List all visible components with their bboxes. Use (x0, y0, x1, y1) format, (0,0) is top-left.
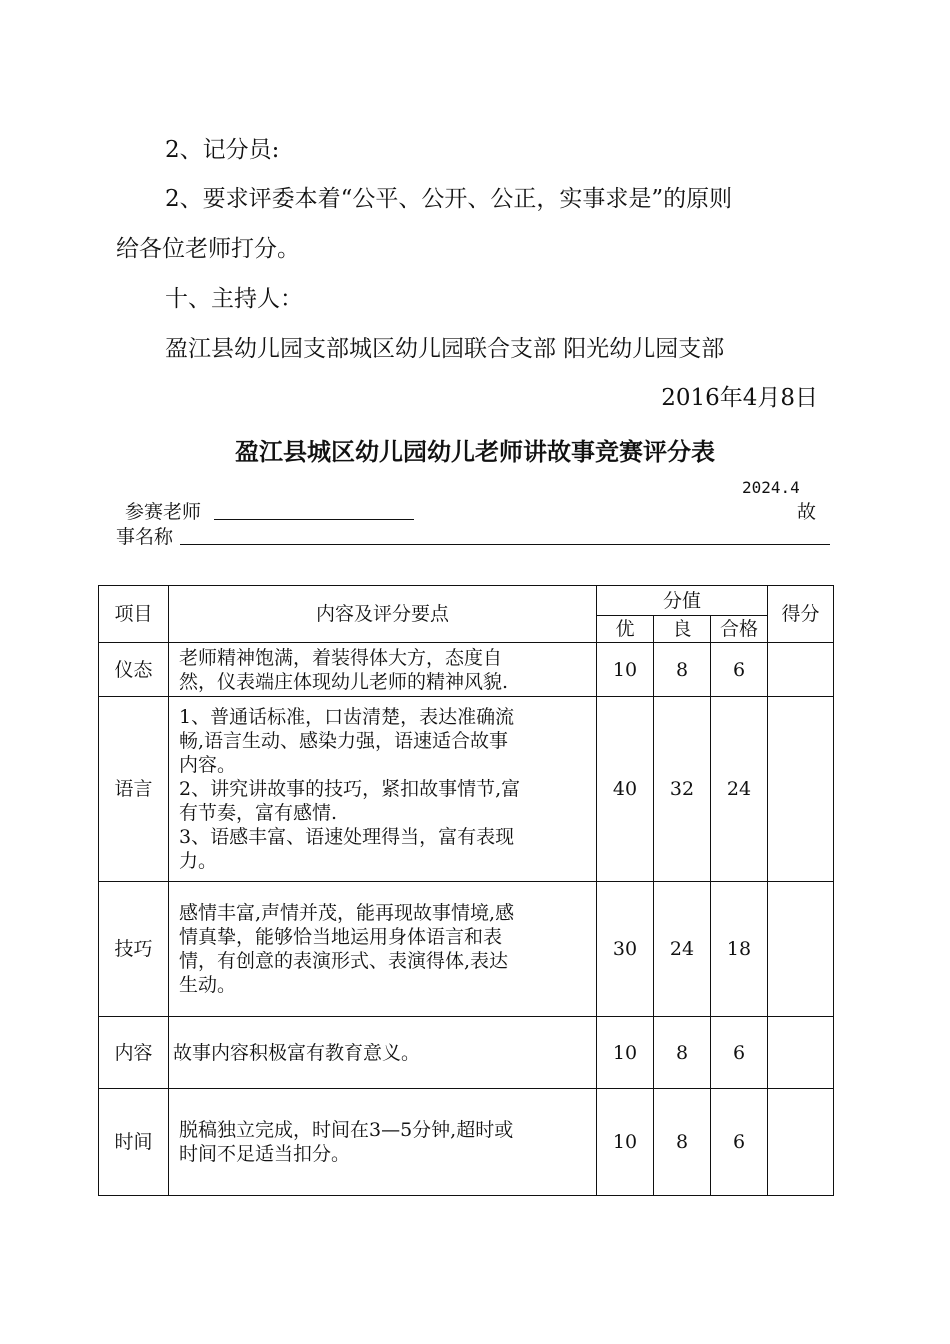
score-cell[interactable] (768, 1017, 834, 1089)
row-content (169, 1089, 597, 1196)
score-pass: 6 (711, 1017, 768, 1089)
header-excellent: 优 (597, 616, 654, 643)
participant-label: 参赛老师 (125, 501, 202, 523)
score-excellent: 40 (597, 697, 654, 882)
table-row (99, 643, 834, 697)
header-pass: 合格 (711, 616, 768, 643)
score-cell[interactable] (768, 1089, 834, 1196)
score-good: 8 (654, 643, 711, 697)
score-pass: 6 (711, 1089, 768, 1196)
score-excellent: 10 (597, 1089, 654, 1196)
paragraph-scorekeeper: 2、记分员: (165, 137, 280, 163)
content-line: 老师精神饱满，着装得体大方，态度自 (179, 646, 503, 669)
content-line: 情真挚，能够恰当地运用身体语言和表 (179, 926, 503, 948)
row-item: 技巧 (99, 882, 169, 1017)
score-table (98, 585, 834, 1196)
score-pass: 6 (711, 643, 768, 697)
header-item: 项目 (99, 586, 169, 643)
table-row (99, 697, 834, 882)
score-excellent: 10 (597, 1017, 654, 1089)
content-line: 1、普通话标准，口齿清楚，表达准确流 (179, 706, 515, 728)
row-item: 仪态 (99, 643, 169, 697)
score-good: 8 (654, 1089, 711, 1196)
score-excellent: 10 (597, 643, 654, 697)
score-cell[interactable] (768, 697, 834, 882)
paragraph-principle-line1: 2、要求评委本着“公平、公开、公正，实事求是”的原则 (165, 186, 733, 212)
row-content (169, 697, 597, 882)
content-line: 畅,语言生动、感染力强，语速适合故事 (179, 730, 509, 752)
content-line: 情，有创意的表演形式、表演得体,表达 (179, 950, 509, 972)
row-item: 内容 (99, 1017, 169, 1089)
table-row (99, 882, 834, 1017)
form-date: 2024.4 (742, 478, 800, 497)
paragraph-host-units: 盈江县幼儿园支部城区幼儿园联合支部 阳光幼儿园支部 (165, 336, 725, 362)
score-good: 8 (654, 1017, 711, 1089)
row-content (169, 1017, 597, 1089)
table-row (99, 1089, 834, 1196)
paragraph-principle-line2: 给各位老师打分。 (116, 236, 300, 262)
story-name-blank[interactable] (180, 544, 830, 545)
table-row (99, 1017, 834, 1089)
header-content: 内容及评分要点 (169, 586, 597, 643)
content-line: 感情丰富,声情并茂，能再现故事情境,感 (179, 902, 515, 924)
score-good: 32 (654, 697, 711, 882)
row-item: 语言 (99, 697, 169, 882)
form-title: 盈江县城区幼儿园幼儿老师讲故事竞赛评分表 (235, 438, 715, 466)
content-line: 时间不足适当扣分。 (179, 1143, 351, 1165)
score-pass: 18 (711, 882, 768, 1017)
header-score-value: 分值 (597, 586, 768, 616)
score-excellent: 30 (597, 882, 654, 1017)
content-line: 有节奏，富有感情. (179, 802, 338, 824)
content-line: 2、讲究讲故事的技巧，紧扣故事情节,富 (179, 778, 521, 800)
row-content (169, 643, 597, 697)
paragraph-host-heading: 十、主持人： (165, 286, 303, 312)
content-line: 3、语感丰富、语速处理得当，富有表现 (179, 826, 515, 848)
score-cell[interactable] (768, 643, 834, 697)
content-line: 内容。 (179, 754, 237, 776)
content-line: 故事内容积极富有教育意义。 (173, 1041, 421, 1064)
score-cell[interactable] (768, 882, 834, 1017)
content-line: 然，仪表端庄体现幼儿老师的精神风貌. (179, 670, 509, 693)
content-line: 力。 (179, 850, 218, 872)
row-item: 时间 (99, 1089, 169, 1196)
header-good: 良 (654, 616, 711, 643)
row-content (169, 882, 597, 1017)
header-score: 得分 (768, 586, 834, 643)
score-good: 24 (654, 882, 711, 1017)
content-line: 脱稿独立完成，时间在3—5分钟,超时或 (179, 1119, 514, 1141)
story-name-label-part1: 故 (797, 501, 817, 523)
score-pass: 24 (711, 697, 768, 882)
content-line: 生动。 (179, 974, 237, 996)
participant-blank[interactable] (214, 519, 414, 520)
document-date: 2016年4月8日 (661, 385, 818, 411)
story-name-label-part2: 事名称 (116, 526, 174, 548)
